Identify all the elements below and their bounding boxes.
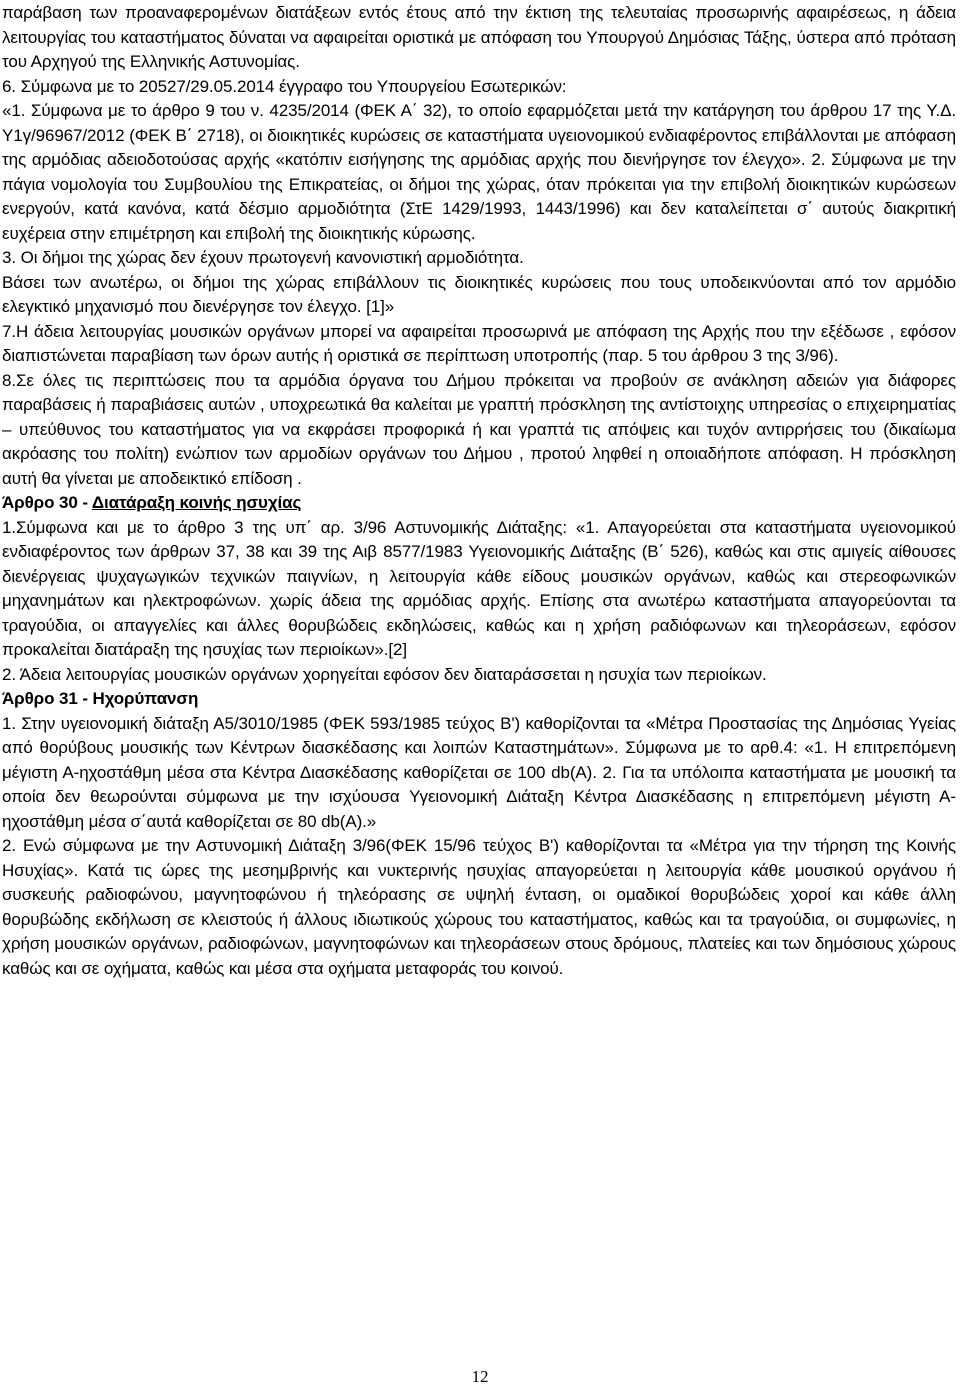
paragraph-article-30-item-1: 1.Σύμφωνα και με το άρθρο 3 της υπ΄ αρ. 3/96 Αστυνομικής Διάταξης: «1. Απαγορεύεται στα καταστήματα υγειονομικού ενδιαφέροντος των άρθρων 37, 38 και 39 της Αιβ 8577/1983 Υγειονομικής Διάταξης (Β΄ 526), καθώς και στις αμιγείς αίθουσες διενέργειας ψυχαγωγικών τεχνικών παιγνίων, η λειτουργία κάθε είδους μουσικών οργάνων, καθώς και στερεοφωνικών μηχανημάτων και ηλεκτροφώνων. χωρίς άδεια της αρμόδιας αρχής. Επίσης στα ανωτέρω καταστήματα απαγορεύονται τα τραγούδια, οι απαγγελίες και άλλες θορυβώδεις εκδηλώσεις, καθώς και η χρήση ραδιόφωνων και τηλεοράσεων, εφόσον προκαλείται διατάραξη της ησυχίας των περιοίκων».[2] xyxy=(2,517,956,659)
paragraph-article-31-item-1: 1. Στην υγειονομική διάταξη Α5/3010/1985 (ΦΕΚ 593/1985 τεύχος Β') καθορίζονται τα «Μέτρα Προστασίας της Δημόσιας Υγείας από θορύβους μουσικής των Κέντρων διασκέδασης και λοιπών Καταστημάτων». Σύμφωνα με το αρθ.4: «1. Η επιτρεπόμενη μέγιστη Α-ηχοστάθμη μέσα στα Κέντρα Διασκέδασης καθορίζεται σε 100 db(A). 2. Για τα υπόλοιπα καταστήματα με μουσική τα οποία δεν θεωρούνται σύμφωνα με την ισχύουσα Υγειονομική Διάταξη Κέντρα Διασκέδασης η επιτρεπόμενη μέγιστη Α-ηχοστάθμη μέσα σ΄αυτά καθορίζεται σε 80 db(A).» xyxy=(2,713,956,831)
paragraph-quote-points: «1. Σύμφωνα με το άρθρο 9 του ν. 4235/2014 (ΦΕΚ Α΄ 32), το οποίο εφαρμόζεται μετά την κατάργηση του άρθρου 17 της Υ.Δ. Υ1γ/96967/2012 (ΦΕΚ Β΄ 2718), οι διοικητικές κυρώσεις σε καταστήματα υγειονομικού ενδιαφέροντος επιβάλλονται με απόφαση της αρμόδιας αδειοδοτούσας αρχής «κατόπιν εισήγησης της αρμόδιας αρχής που διενήργησε τον έλεγχο». 2. Σύμφωνα με την πάγια νομολογία του Συμβουλίου της Επικρατείας, οι δήμοι της χώρας, όταν πρόκειται για την επιβολή διοικητικών κυρώσεων ενεργούν, κατά κανόνα, κατά δέσμιο αρμοδιότητα (ΣτΕ 1429/1993, 1443/1996) και δεν καταλείπεται σ΄ αυτούς διακριτική ευχέρεια στην επιμέτρηση και επιβολή της διοικητικής κύρωσης. xyxy=(2,101,956,243)
paragraph-item-7: 7.Η άδεια λειτουργίας μουσικών οργάνων μπορεί να αφαιρείται προσωρινά με απόφαση της Αρχής που την εξέδωσε , εφόσον διαπιστώνεται παραβίαση των όρων αυτής ή οριστικά σε περίπτωση υποτροπής (παρ. 5 του άρθρου 3 της 3/96). xyxy=(2,321,956,365)
article-30-heading xyxy=(2,491,956,516)
paragraph-item-8: 8.Σε όλες τις περιπτώσεις που τα αρμόδια όργανα του Δήμου πρόκειται να προβούν σε ανάκληση αδειών για διάφορες παραβάσεις ή παραβιάσεις αυτών , υποχρεωτικά θα καλείται με γραπτή πρόσκληση της αντίστοιχης υπηρεσίας ο επιχειρηματίας – υπεύθυνος του καταστήματος για να εκφράσει προφορικά ή και γραπτά τις απόψεις και τυχόν αντιρρήσεις του (δικαίωμα ακρόασης του πολίτη) ενώπιον των αρμοδίων οργάνων του Δήμου , προτού ληφθεί η οποιαδήποτε απόφαση. Η πρόσκληση αυτή θα γίνεται με αποδεικτικό επίδοση . xyxy=(2,370,956,488)
article-30-number: Άρθρο 30 - xyxy=(2,493,92,512)
page-number: 12 xyxy=(471,1367,489,1386)
paragraph-point-3: 3. Οι δήμοι της χώρας δεν έχουν πρωτογενή κανονιστική αρμοδιότητα. xyxy=(2,248,524,267)
paragraph-item-6: 6. Σύμφωνα με το 20527/29.05.2014 έγγραφο του Υπουργείου Εσωτερικών: xyxy=(2,76,567,96)
document-body xyxy=(2,1,956,981)
paragraph-article-30-item-2: 2. Άδεια λειτουργίας μουσικών οργάνων χορηγείται εφόσον δεν διαταράσσεται η ησυχία των περιοίκων. xyxy=(2,664,767,684)
paragraph-continuation: παράβαση των προαναφερομένων διατάξεων εντός έτους από την έκτιση της τελευταίας προσωρινής αφαιρέσεως, η άδεια λειτουργίας του καταστήματος δύναται να αφαιρείται οριστικά με απόφαση του Υπουργού Δημόσιας Τάξης, ύστερα από πρόταση του Αρχηγού της Ελληνικής Αστυνομίας. xyxy=(2,3,956,71)
article-31-heading: Άρθρο 31 - Ηχορύπανση xyxy=(2,689,199,708)
paragraph-conclusion: Βάσει των ανωτέρω, οι δήμοι της χώρας επιβάλλουν τις διοικητικές κυρώσεις που τους υποδεικνύονται από τον αρμόδιο ελεγκτικό μηχανισμό που διενέργησε τον έλεγχο. [1]» xyxy=(2,272,956,316)
paragraph-article-31-item-2: 2. Ενώ σύμφωνα με την Αστυνομική Διάταξη 3/96(ΦΕΚ 15/96 τεύχος Β') καθορίζονται τα «Μέτρα για την τήρηση της Κοινής Ησυχίας». Κατά τις ώρες της μεσημβρινής και νυκτερινής ησυχίας απαγορεύεται η λειτουργία κάθε μουσικού οργάνου ή συσκευής ραδιοφώνου, μαγνητοφώνου ή τηλεόρασης σε υψηλή ένταση, οι ομαδικοί θορυβώδεις χοροί και κάθε άλλη θορυβώδης εκδήλωση σε κλειστούς ή άλλους ιδιωτικούς χώρους του καταστήματος, καθώς και τα τραγούδια, οι συμφωνίες, η χρήση μουσικών οργάνων, ραδιοφώνων, μαγνητοφώνων και τηλεοράσεων στους δρόμους, πλατείες και των δημόσιους χώρους καθώς και σε οχήματα, καθώς και μέσα στα οχήματα μεταφοράς του κοινού. xyxy=(2,836,956,978)
article-30-title: Διατάραξη κοινής ησυχίας xyxy=(91,493,302,512)
